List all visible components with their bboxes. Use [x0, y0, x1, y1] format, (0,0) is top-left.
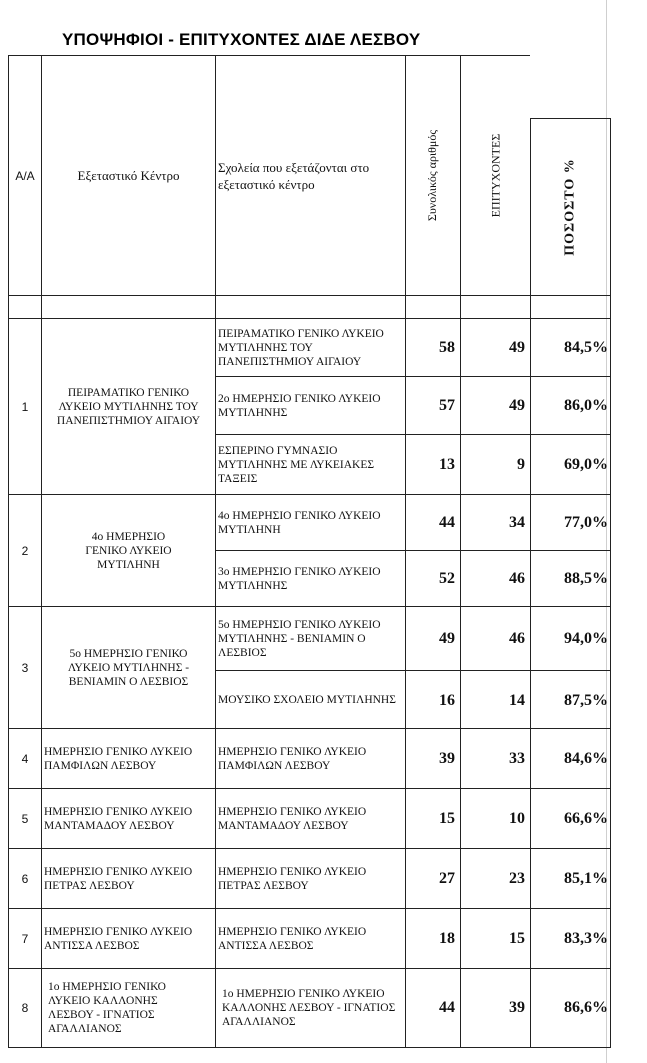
school-cell [215, 670, 405, 728]
school-cell [215, 848, 405, 908]
total-value: 16 [439, 692, 455, 709]
exam-center-cell [41, 908, 215, 968]
exam-center-cell [41, 968, 215, 1048]
header-total [405, 55, 460, 295]
total-cell [405, 606, 460, 670]
total-value: 44 [439, 999, 455, 1016]
exam-center-cell [41, 848, 215, 908]
exam-center-cell [41, 606, 215, 728]
percent-value: 86,6% [564, 999, 608, 1016]
successful-cell [460, 670, 530, 728]
header-schools-label: Σχολεία που εξετάζονται στο εξεταστικό κέντρο [218, 159, 370, 192]
percent-cell [530, 848, 611, 908]
total-cell [405, 848, 460, 908]
percent-cell [530, 908, 611, 968]
school-cell [215, 908, 405, 968]
school-label: 2ο ΗΜΕΡΗΣΙΟ ΓΕΝΙΚΟ ΛΥΚΕΙΟ ΜΥΤΙΛΗΝΗΣ [218, 392, 381, 419]
exam-center-cell [41, 318, 215, 494]
percent-value: 84,5% [564, 338, 608, 356]
school-label: ΗΜΕΡΗΣΙΟ ΓΕΝΙΚΟ ΛΥΚΕΙΟ ΠΑΜΦΙΛΩΝ ΛΕΣΒΟΥ [218, 745, 367, 772]
percent-value: 69,0% [564, 455, 608, 473]
successful-value: 49 [509, 338, 525, 356]
successful-cell [460, 376, 530, 434]
exam-center-label: ΠΕΙΡΑΜΑΤΙΚΟ ΓΕΝΙΚΟ ΛΥΚΕΙΟ ΜΥΤΙΛΗΝΗΣ ΤΟΥ ΠΑΝΕΠΙΣΤΗΜΙΟΥ ΑΙΓΑΙΟΥ [56, 386, 201, 427]
percent-cell [530, 606, 611, 670]
successful-cell [460, 908, 530, 968]
group-aa [8, 788, 41, 848]
group-aa [8, 728, 41, 788]
total-cell [405, 670, 460, 728]
school-label: 5ο ΗΜΕΡΗΣΙΟ ΓΕΝΙΚΟ ΛΥΚΕΙΟ ΜΥΤΙΛΗΝΗΣ - ΒΕΝΙΑΜΙΝ Ο ΛΕΣΒΙΟΣ [218, 618, 381, 659]
school-label: ΗΜΕΡΗΣΙΟ ΓΕΝΙΚΟ ΛΥΚΕΙΟ ΑΝΤΙΣΣΑ ΛΕΣΒΟΣ [218, 925, 367, 952]
successful-value: 46 [509, 629, 525, 647]
spacer-cell-schools [215, 295, 405, 318]
successful-cell [460, 788, 530, 848]
successful-cell [460, 550, 530, 606]
total-cell [405, 908, 460, 968]
group-aa-label: 3 [21, 660, 29, 675]
header-successful [460, 55, 530, 295]
header-schools [215, 55, 405, 295]
spacer-cell-successful [460, 295, 530, 318]
header-percent [530, 118, 611, 295]
successful-value: 10 [509, 809, 525, 827]
group-aa [8, 494, 41, 606]
school-cell [215, 550, 405, 606]
total-value: 13 [439, 455, 455, 473]
total-cell [405, 494, 460, 550]
exam-center-label: ΗΜΕΡΗΣΙΟ ΓΕΝΙΚΟ ΛΥΚΕΙΟ ΠΕΤΡΑΣ ΛΕΣΒΟΥ [44, 865, 193, 892]
exam-center-label: ΗΜΕΡΗΣΙΟ ΓΕΝΙΚΟ ΛΥΚΕΙΟ ΜΑΝΤΑΜΑΔΟΥ ΛΕΣΒΟΥ [44, 805, 193, 832]
successful-cell [460, 606, 530, 670]
successful-cell [460, 434, 530, 494]
percent-cell [530, 968, 611, 1048]
percent-value: 66,6% [564, 809, 608, 827]
successful-value: 33 [509, 749, 525, 767]
percent-value: 77,0% [564, 513, 608, 531]
exam-center-label: ΗΜΕΡΗΣΙΟ ΓΕΝΙΚΟ ΛΥΚΕΙΟ ΠΑΜΦΙΛΩΝ ΛΕΣΒΟΥ [44, 745, 193, 772]
exam-center-label: 5ο ΗΜΕΡΗΣΙΟ ΓΕΝΙΚΟ ΛΥΚΕΙΟ ΜΥΤΙΛΗΝΗΣ - ΒΕΝΙΑΜΙΝ Ο ΛΕΣΒΙΟΣ [67, 647, 190, 688]
group-aa-label: 6 [21, 871, 29, 886]
group-aa-label: 8 [21, 1001, 29, 1015]
successful-value: 46 [509, 569, 525, 587]
header-successful-label: ΕΠΙΤΥΧΟΝΤΕΣ [488, 133, 503, 218]
school-cell [215, 606, 405, 670]
successful-cell [460, 318, 530, 376]
successful-value: 14 [509, 692, 525, 709]
school-label: 4ο ΗΜΕΡΗΣΙΟ ΓΕΝΙΚΟ ΛΥΚΕΙΟ ΜΥΤΙΛΗΝΗ [218, 509, 381, 536]
percent-cell [530, 788, 611, 848]
total-cell [405, 968, 460, 1048]
percent-cell [530, 550, 611, 606]
successful-cell [460, 494, 530, 550]
total-cell [405, 434, 460, 494]
total-value: 58 [439, 338, 455, 356]
percent-cell [530, 376, 611, 434]
school-label: 1ο ΗΜΕΡΗΣΙΟ ΓΕΝΙΚΟ ΛΥΚΕΙΟ ΚΑΛΛΟΝΗΣ ΛΕΣΒΟΥ - ΙΓΝΑΤΙΟΣ ΑΓΑΛΛΙΑΝΟΣ [222, 988, 396, 1028]
school-cell [215, 968, 405, 1048]
group-aa-label: 7 [21, 931, 29, 946]
successful-value: 23 [509, 869, 525, 887]
group-aa-label: 1 [21, 399, 29, 414]
percent-value: 83,3% [564, 929, 608, 947]
school-label: ΗΜΕΡΗΣΙΟ ΓΕΝΙΚΟ ΛΥΚΕΙΟ ΜΑΝΤΑΜΑΔΟΥ ΛΕΣΒΟΥ [218, 805, 367, 832]
page-title: ΥΠΟΨΗΦΙΟΙ - ΕΠΙΤΥΧΟΝΤΕΣ ΔΙΔΕ ΛΕΣΒΟΥ [62, 30, 421, 49]
exam-center-cell [41, 788, 215, 848]
exam-center-label: 1ο ΗΜΕΡΗΣΙΟ ΓΕΝΙΚΟ ΛΥΚΕΙΟ ΚΑΛΛΟΝΗΣ ΛΕΣΒΟΥ - ΙΓΝΑΤΙΟΣ ΑΓΑΛΛΙΑΝΟΣ [48, 981, 166, 1035]
percent-value: 86,0% [564, 396, 608, 414]
spacer-cell-aa [8, 295, 41, 318]
header-aa [8, 55, 41, 295]
spacer-cell-total [405, 295, 460, 318]
school-cell [215, 434, 405, 494]
group-aa [8, 318, 41, 494]
total-value: 49 [439, 629, 455, 647]
school-cell [215, 318, 405, 376]
total-value: 15 [439, 809, 455, 827]
successful-value: 34 [509, 513, 525, 531]
percent-cell [530, 494, 611, 550]
percent-cell [530, 434, 611, 494]
total-value: 18 [439, 929, 455, 947]
percent-value: 84,6% [564, 749, 608, 767]
group-aa-label: 2 [21, 543, 29, 558]
percent-value: 88,5% [564, 569, 608, 587]
school-label: ΜΟΥΣΙΚΟ ΣΧΟΛΕΙΟ ΜΥΤΙΛΗΝΗΣ [218, 693, 396, 706]
successful-cell [460, 968, 530, 1048]
exam-center-label: 4ο ΗΜΕΡΗΣΙΟ ΓΕΝΙΚΟ ΛΥΚΕΙΟ ΜΥΤΙΛΗΝΗ [85, 530, 172, 571]
group-aa [8, 606, 41, 728]
exam-center-cell [41, 494, 215, 606]
percent-value: 85,1% [564, 869, 608, 887]
successful-value: 49 [509, 396, 525, 414]
header-center-label: Εξεταστικό Κέντρο [77, 168, 180, 183]
group-aa [8, 848, 41, 908]
total-cell [405, 550, 460, 606]
spacer-cell-center [41, 295, 215, 318]
group-aa-label: 5 [21, 811, 29, 826]
school-cell [215, 494, 405, 550]
percent-cell [530, 728, 611, 788]
successful-value: 15 [509, 929, 525, 947]
total-cell [405, 788, 460, 848]
school-cell [215, 728, 405, 788]
school-label: ΕΣΠΕΡΙΝΟ ΓΥΜΝΑΣΙΟ ΜΥΤΙΛΗΝΗΣ ΜΕ ΛΥΚΕΙΑΚΕΣ ΤΑΞΕΙΣ [218, 444, 375, 485]
percent-value: 94,0% [564, 629, 608, 647]
total-value: 27 [439, 869, 455, 887]
school-cell [215, 376, 405, 434]
school-label: ΗΜΕΡΗΣΙΟ ΓΕΝΙΚΟ ΛΥΚΕΙΟ ΠΕΤΡΑΣ ΛΕΣΒΟΥ [218, 865, 367, 892]
percent-cell [530, 670, 611, 728]
total-cell [405, 376, 460, 434]
exam-center-label: ΗΜΕΡΗΣΙΟ ΓΕΝΙΚΟ ΛΥΚΕΙΟ ΑΝΤΙΣΣΑ ΛΕΣΒΟΣ [44, 925, 193, 952]
total-value: 44 [439, 513, 455, 531]
group-aa-label: 4 [21, 751, 29, 766]
percent-value: 87,5% [564, 692, 608, 709]
school-label: ΠΕΙΡΑΜΑΤΙΚΟ ΓΕΝΙΚΟ ΛΥΚΕΙΟ ΜΥΤΙΛΗΝΗΣ ΤΟΥ ΠΑΝΕΠΙΣΤΗΜΙΟΥ ΑΙΓΑΙΟΥ [218, 327, 384, 368]
school-label: 3ο ΗΜΕΡΗΣΙΟ ΓΕΝΙΚΟ ΛΥΚΕΙΟ ΜΥΤΙΛΗΝΗΣ [218, 565, 381, 592]
percent-cell [530, 318, 611, 376]
total-value: 52 [439, 569, 455, 587]
header-aa-label: Α/Α [15, 168, 35, 183]
group-aa [8, 968, 41, 1048]
total-cell [405, 318, 460, 376]
successful-value: 39 [509, 999, 525, 1016]
spacer-cell-percent [530, 295, 611, 318]
total-value: 57 [439, 396, 455, 414]
exam-center-cell [41, 728, 215, 788]
school-cell [215, 788, 405, 848]
successful-cell [460, 728, 530, 788]
successful-cell [460, 848, 530, 908]
header-center [41, 55, 215, 295]
header-percent-label: ΠΟΣΟΣΤΟ % [562, 158, 578, 256]
total-value: 39 [439, 749, 455, 767]
group-aa [8, 908, 41, 968]
header-total-label: Συνολικός αριθμός [425, 129, 440, 222]
total-cell [405, 728, 460, 788]
successful-value: 9 [517, 455, 525, 473]
